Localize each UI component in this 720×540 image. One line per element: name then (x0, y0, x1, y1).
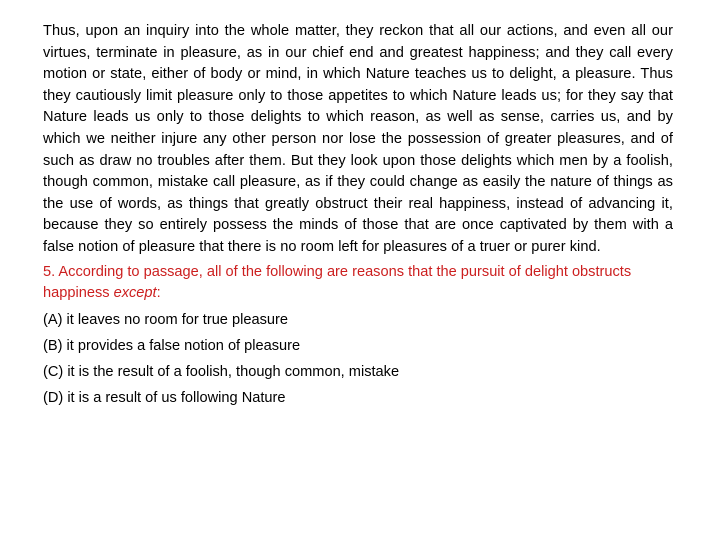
question-stem: 5. According to passage, all of the following are reasons that the pursuit of delight obstructs happiness (43, 263, 632, 302)
option-c: (C) it is the result of a foolish, though common, mistake (43, 363, 400, 380)
document-page (43, 21, 673, 411)
question-suffix: : (156, 285, 161, 302)
option-d: (D) it is a result of us following Nature (43, 389, 286, 406)
option-a: (A) it leaves no room for true pleasure (43, 311, 288, 328)
answer-options (43, 307, 673, 411)
question-emphasis: except (113, 285, 157, 302)
question-5 (43, 262, 673, 305)
option-b: (B) it provides a false notion of pleasure (43, 337, 301, 354)
passage-text: Thus, upon an inquiry into the whole matter, they reckon that all our actions, and even all our virtues, terminate in pleasure, as in our chief end and greatest happiness; and they call every motion or state, either of body or mind, in which Nature teaches us to delight, a pleasure. Thus they cautiously limit pleasure only to those appetites to which Nature leads us; for they say that Nature leads us only to those delights to which reason, as well as sense, carries us, and by which we neither injure any other person nor lose the possession of greater pleasures, and of such as draw no troubles after them. But they look upon those delights which men by a foolish, though common, mistake call pleasure, as if they could change as easily the nature of things as the use of words, as things that greatly obstruct their real happiness, instead of advancing it, because they so entirely possess the minds of those that are once captivated by them with a false notion of pleasure that there is no room left for pleasures of a truer or purer kind. (43, 23, 673, 255)
